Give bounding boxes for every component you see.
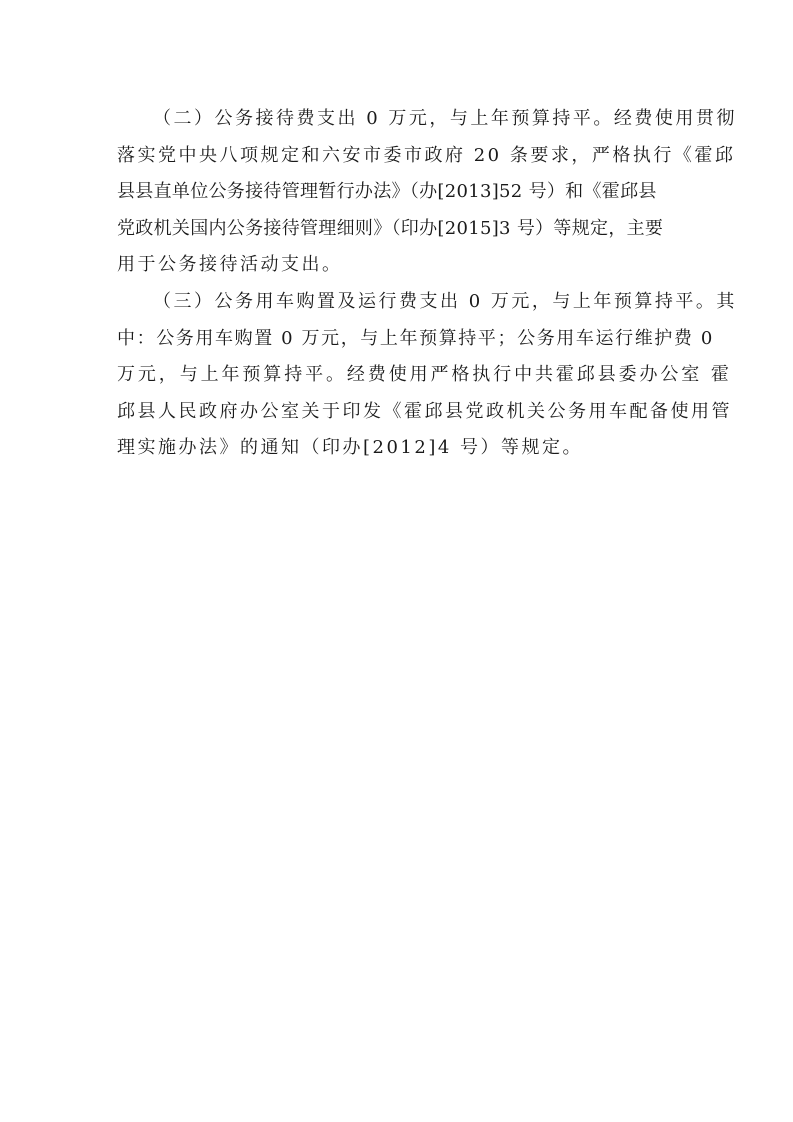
text-line: （三）公务用车购置及运行费支出 0 万元，与上年预算持平。其 — [153, 290, 737, 312]
document-body — [117, 101, 737, 467]
paragraph-vehicle-expenses — [117, 284, 737, 467]
text-line: 理实施办法》的通知（印办[2012]4 号）等规定。 — [117, 437, 584, 459]
text-line: 万元，与上年预算持平。经费使用严格执行中共霍邱县委办公室 霍 — [117, 364, 732, 386]
text-line: （二）公务接待费支出 0 万元，与上年预算持平。经费使用贯彻 — [153, 108, 737, 129]
text-line: 中：公务用车购置 0 万元，与上年预算持平；公务用车运行维护费 0 — [117, 327, 714, 349]
text-line: 邱县人民政府办公室关于印发《霍邱县党政机关公务用车配备使用管 — [117, 400, 732, 422]
text-line: 县县直单位公务接待管理暂行办法》（办[2013]52 号）和《霍邱县 — [117, 181, 657, 203]
text-line: 用于公务接待活动支出。 — [117, 254, 343, 276]
text-line: 落实党中央八项规定和六安市委市政府 20 条要求，严格执行《霍邱 — [117, 144, 736, 166]
paragraph-reception-expenses — [117, 101, 737, 284]
text-line: 党政机关国内公务接待管理细则》（印办[2015]3 号）等规定，主要 — [117, 217, 664, 239]
